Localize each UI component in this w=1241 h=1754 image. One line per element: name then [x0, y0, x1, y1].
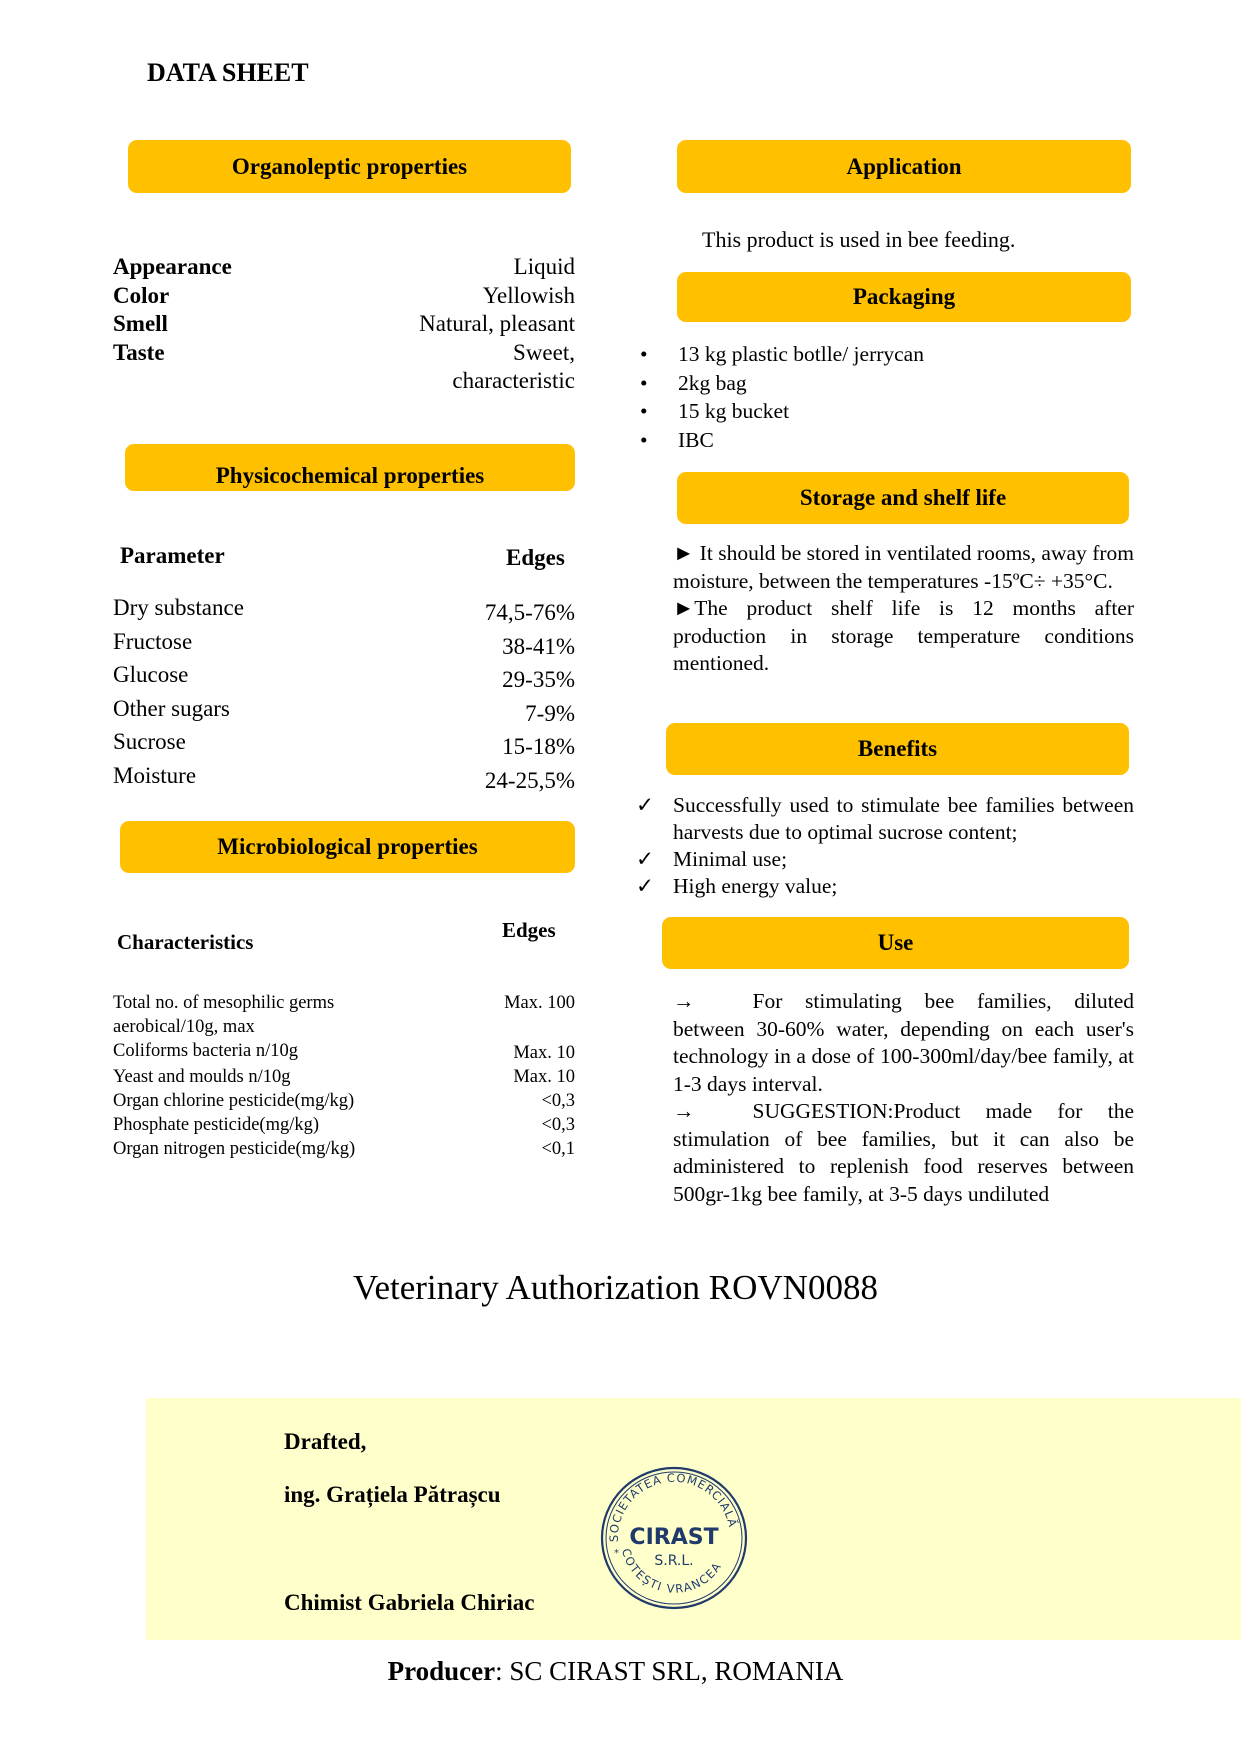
drafted-label: Drafted,	[284, 1429, 367, 1454]
parameter-name: Glucose	[113, 662, 189, 687]
table-row	[113, 1137, 575, 1161]
suggestion-paragraph: → SUGGESTION:Product made for the stimulation of bee families, but it can also be administered to replenish food reserves between 500gr-1kg bee family, at 3-5 days undiluted	[673, 1099, 1134, 1206]
organoleptic-row	[113, 253, 575, 282]
parameter-name: Moisture	[113, 762, 197, 788]
parameter-value: 29-35%	[502, 667, 575, 692]
table-row	[113, 1065, 575, 1089]
property-value: Yellowish	[482, 282, 575, 308]
svg-text:*: *	[614, 1548, 619, 1559]
organoleptic-row-continued	[113, 367, 575, 396]
table-row	[113, 1113, 575, 1137]
list-item: ✓ High energy value;	[636, 874, 838, 898]
table-row	[113, 594, 575, 628]
application-text: This product is used in bee feeding.	[702, 227, 1016, 252]
organoleptic-row	[113, 339, 575, 368]
packaging-list	[640, 340, 1120, 454]
characteristic-value: <0,3	[541, 1091, 575, 1111]
microbiological-table	[113, 991, 575, 1161]
parameter-name: Dry substance	[113, 595, 244, 620]
use-header: Use	[662, 917, 1129, 969]
parameter-value: 74,5-76%	[484, 600, 575, 625]
characteristic-name: Total no. of mesophilic germs aerobical/10g, max	[113, 993, 335, 1037]
bullet-icon: •	[640, 399, 648, 423]
characteristic-value: Max. 10	[513, 1067, 575, 1087]
characteristic-value: Max. 100	[504, 993, 575, 1013]
chemist-signature: Chimist Gabriela Chiriac	[284, 1590, 535, 1615]
parameter-value: 15-18%	[502, 734, 575, 759]
property-value: Natural, pleasant	[419, 311, 575, 336]
company-stamp-icon	[598, 1464, 750, 1612]
table-row	[113, 1039, 575, 1065]
characteristic-name: Coliforms bacteria n/10g	[113, 1041, 298, 1061]
column-header-characteristics: Characteristics	[117, 930, 254, 954]
storage-header: Storage and shelf life	[677, 472, 1129, 524]
producer-label: Producer	[387, 1656, 496, 1686]
benefits-header: Benefits	[666, 723, 1129, 775]
bullet-icon: •	[640, 342, 648, 366]
parameter-name: Fructose	[113, 628, 193, 654]
table-row	[113, 695, 575, 729]
organoleptic-row	[113, 310, 575, 339]
use-text	[673, 988, 1134, 1208]
parameter-value: 7-9%	[525, 700, 575, 726]
table-row	[113, 728, 575, 762]
svg-text:S.R.L.: S.R.L.	[654, 1553, 694, 1569]
table-row	[113, 991, 575, 1039]
physicochemical-header: Physicochemical properties	[125, 444, 575, 491]
list-item: • 2kg bag	[640, 369, 1120, 398]
property-value: Sweet,	[513, 339, 575, 365]
list-item: • IBC	[640, 426, 1120, 455]
column-header-edges: Edges	[506, 545, 565, 570]
organoleptic-row	[113, 282, 575, 311]
list-item: • 13 kg plastic botlle/ jerrycan	[640, 340, 1120, 369]
organoleptic-header: Organoleptic properties	[128, 140, 571, 193]
bullet-icon: •	[640, 427, 648, 452]
producer-value: : SC CIRAST SRL, ROMANIA	[495, 1656, 844, 1686]
producer-line	[0, 1656, 1241, 1687]
property-label: Taste	[113, 339, 165, 365]
characteristic-value: <0,1	[541, 1139, 575, 1159]
shelf-life-paragraph: ►The product shelf life is 12 months after production in storage temperature conditions mentioned.	[673, 596, 1134, 675]
column-header-parameter: Parameter	[120, 543, 225, 568]
storage-paragraph: ► It should be stored in ventilated rooms, away from moisture, between the temperatures -15ºC÷ +35°C.	[673, 541, 1134, 593]
packaging-header: Packaging	[677, 272, 1131, 322]
characteristic-name: Organ nitrogen pesticide(mg/kg)	[113, 1139, 356, 1159]
property-value: Liquid	[513, 254, 575, 279]
parameter-value: 24-25,5%	[484, 767, 575, 793]
svg-text:CIRAST: CIRAST	[629, 1525, 719, 1550]
characteristic-name: Organ chlorine pesticide(mg/kg)	[113, 1091, 355, 1111]
column-header-edges: Edges	[502, 918, 556, 942]
table-row	[113, 762, 575, 796]
physicochemical-table	[113, 594, 575, 795]
microbiological-header: Microbiological properties	[120, 821, 575, 873]
check-icon: ✓	[636, 874, 655, 898]
list-item: ✓ Successfully used to stimulate bee families between harvests due to optimal sucrose content;	[636, 793, 1134, 844]
parameter-name: Sucrose	[113, 729, 186, 754]
application-header: Application	[677, 140, 1131, 193]
property-label: Smell	[113, 311, 168, 336]
table-row	[113, 628, 575, 662]
organoleptic-table	[113, 253, 575, 396]
arrow-icon: →	[673, 1099, 695, 1123]
page-title: DATA SHEET	[147, 58, 309, 87]
arrow-icon: →	[673, 989, 695, 1013]
characteristic-value: <0,3	[541, 1115, 575, 1135]
use-paragraph: → For stimulating bee families, diluted between 30-60% water, depending on each user's technology in a dose of 100-300ml/day/bee family, at 1-3 days interval.	[673, 989, 1134, 1096]
svg-text:COTEȘTI VRANCEA: COTEȘTI VRANCEA	[618, 1546, 725, 1596]
characteristic-name: Yeast and moulds n/10g	[113, 1067, 291, 1087]
svg-text:SOCIETATEA COMERCIALĂ: SOCIETATEA COMERCIALĂ	[606, 1470, 741, 1543]
table-row	[113, 661, 575, 695]
check-icon: ✓	[636, 793, 655, 817]
property-label: Color	[113, 282, 170, 308]
bullet-icon: •	[640, 370, 648, 395]
list-item: ✓ Minimal use;	[636, 847, 788, 871]
parameter-value: 38-41%	[502, 633, 575, 659]
storage-text	[673, 540, 1134, 678]
veterinary-authorization: Veterinary Authorization ROVN0088	[353, 1268, 878, 1307]
engineer-signature: ing. Grațiela Pătrașcu	[284, 1482, 501, 1507]
check-icon: ✓	[636, 847, 655, 871]
characteristic-value: Max. 10	[513, 1043, 575, 1063]
list-item: • 15 kg bucket	[640, 397, 1120, 426]
characteristic-name: Phosphate pesticide(mg/kg)	[113, 1115, 320, 1135]
benefits-list	[636, 792, 1134, 900]
property-value: characteristic	[452, 368, 575, 393]
table-row	[113, 1089, 575, 1113]
property-label: Appearance	[113, 254, 232, 279]
parameter-name: Other sugars	[113, 695, 230, 721]
